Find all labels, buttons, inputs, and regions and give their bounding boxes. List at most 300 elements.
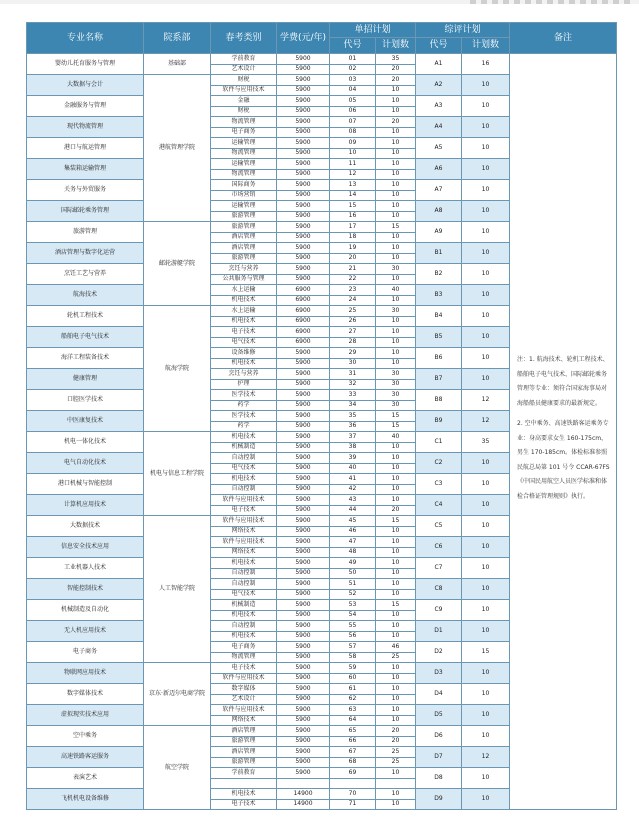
- fee-cell: 5900: [277, 253, 330, 264]
- danzhao-code-cell: 27: [330, 327, 376, 338]
- category-cell: 电子商务: [211, 127, 277, 138]
- enrollment-plan-table: [26, 22, 617, 810]
- zongping-code-cell: A9: [416, 222, 462, 243]
- danzhao-code-cell: 68: [330, 757, 376, 768]
- category-cell: 自动控制: [211, 568, 277, 579]
- zongping-count-cell: 10: [462, 726, 510, 747]
- danzhao-code-cell: 26: [330, 316, 376, 327]
- danzhao-code-cell: 31: [330, 369, 376, 380]
- fee-cell: 14900: [277, 799, 330, 810]
- category-cell: 医学技术: [211, 390, 277, 401]
- category-cell: 电子商务: [211, 642, 277, 653]
- zongping-count-cell: 12: [462, 411, 510, 432]
- danzhao-count-cell: 10: [376, 768, 416, 779]
- danzhao-count-cell: 10: [376, 232, 416, 243]
- zongping-code-cell: D6: [416, 726, 462, 747]
- fee-cell: 5900: [277, 127, 330, 138]
- fee-cell: 5900: [277, 652, 330, 663]
- zongping-code-cell: A1: [416, 54, 462, 75]
- major-name: 电气自动化技术: [27, 453, 144, 474]
- category-cell: 学前教育: [211, 768, 277, 779]
- category-cell: 水上运输: [211, 285, 277, 296]
- danzhao-code-cell: 45: [330, 516, 376, 527]
- category-cell: 旅游管理: [211, 736, 277, 747]
- danzhao-code-cell: 12: [330, 169, 376, 180]
- major-name: 大数据技术: [27, 516, 144, 537]
- danzhao-code-cell: 39: [330, 453, 376, 464]
- category-cell: 旅游管理: [211, 253, 277, 264]
- fee-cell: 5900: [277, 138, 330, 149]
- zongping-count-cell: 35: [462, 432, 510, 453]
- category-cell: 药学: [211, 421, 277, 432]
- category-cell: 酒店管理: [211, 747, 277, 758]
- fee-cell: 5900: [277, 463, 330, 474]
- fee-cell: 5900: [277, 400, 330, 411]
- fee-cell: 5900: [277, 159, 330, 170]
- remark-note-1: 注：1. 航海技术、轮机工程技术、船舶电子电气技术、国际邮轮乘务管理等专业：须符合国家海事局对海船船员健康要求的最新规定。: [517, 356, 609, 407]
- zongping-count-cell: 10: [462, 306, 510, 327]
- category-cell: 机电技术: [211, 789, 277, 800]
- danzhao-count-cell: 25: [376, 652, 416, 663]
- danzhao-code-cell: 41: [330, 474, 376, 485]
- danzhao-count-cell: 10: [376, 274, 416, 285]
- category-cell: 软件与应用技术: [211, 705, 277, 716]
- danzhao-count-cell: 10: [376, 694, 416, 705]
- danzhao-count-cell: 10: [376, 159, 416, 170]
- fee-cell: 5900: [277, 547, 330, 558]
- danzhao-count-cell: 10: [376, 442, 416, 453]
- major-name: 集装箱运输管理: [27, 159, 144, 180]
- danzhao-count-cell: 20: [376, 117, 416, 128]
- danzhao-count-cell: 10: [376, 579, 416, 590]
- danzhao-code-cell: 57: [330, 642, 376, 653]
- fee-cell: 14900: [277, 789, 330, 800]
- major-name: 数字媒体技术: [27, 684, 144, 705]
- major-name: 机电一体化技术: [27, 432, 144, 453]
- zongping-code-cell: D2: [416, 642, 462, 663]
- danzhao-count-cell: 20: [376, 505, 416, 516]
- danzhao-code-cell: 51: [330, 579, 376, 590]
- header-danzhao-code: 代号: [330, 38, 376, 54]
- category-cell: 运输管理: [211, 159, 277, 170]
- major-name: 船舶电子电气技术: [27, 327, 144, 348]
- fee-cell: 5900: [277, 684, 330, 695]
- danzhao-count-cell: 20: [376, 64, 416, 75]
- danzhao-code-cell: 19: [330, 243, 376, 254]
- fee-cell: 5900: [277, 169, 330, 180]
- major-name: 旅游管理: [27, 222, 144, 243]
- category-cell: 自动控制: [211, 453, 277, 464]
- danzhao-code-cell: 61: [330, 684, 376, 695]
- fee-cell: 5900: [277, 505, 330, 516]
- danzhao-count-cell: 10: [376, 169, 416, 180]
- college-name: 京东·新迈尔电商学院: [144, 663, 211, 726]
- danzhao-count-cell: 10: [376, 789, 416, 800]
- category-cell: 网络技术: [211, 547, 277, 558]
- danzhao-code-cell: 21: [330, 264, 376, 275]
- zongping-count-cell: 10: [462, 285, 510, 306]
- category-cell: 金融: [211, 96, 277, 107]
- header-category: 春考类别: [211, 23, 277, 54]
- zongping-count-cell: 10: [462, 180, 510, 201]
- danzhao-count-cell: 10: [376, 85, 416, 96]
- category-cell: 设备维修: [211, 348, 277, 359]
- category-cell: 软件与应用技术: [211, 85, 277, 96]
- danzhao-code-cell: 18: [330, 232, 376, 243]
- fee-cell: 5900: [277, 526, 330, 537]
- zongping-code-cell: B5: [416, 327, 462, 348]
- major-name: 物联网应用技术: [27, 663, 144, 684]
- danzhao-count-cell: [376, 778, 416, 789]
- danzhao-count-cell: 10: [376, 127, 416, 138]
- danzhao-code-cell: 63: [330, 705, 376, 716]
- danzhao-code-cell: 70: [330, 789, 376, 800]
- fee-cell: 5900: [277, 663, 330, 674]
- major-name: 国际邮轮乘务管理: [27, 201, 144, 222]
- zongping-count-cell: 10: [462, 201, 510, 222]
- fee-cell: 5900: [277, 442, 330, 453]
- category-cell: 烹饪与营养: [211, 369, 277, 380]
- fee-cell: 5900: [277, 390, 330, 401]
- zongping-count-cell: 10: [462, 75, 510, 96]
- fee-cell: 5900: [277, 558, 330, 569]
- college-name: 邮轮游艇学院: [144, 222, 211, 306]
- major-name: 计算机应用技术: [27, 495, 144, 516]
- category-cell: 运输管理: [211, 138, 277, 149]
- danzhao-code-cell: 13: [330, 180, 376, 191]
- fee-cell: 5900: [277, 211, 330, 222]
- fee-cell: 6900: [277, 327, 330, 338]
- header-major: 专业名称: [27, 23, 144, 54]
- category-cell: 软件与应用技术: [211, 537, 277, 548]
- college-name: 基础部: [144, 54, 211, 75]
- fee-cell: 6900: [277, 295, 330, 306]
- danzhao-count-cell: 10: [376, 201, 416, 212]
- danzhao-code-cell: 07: [330, 117, 376, 128]
- fee-cell: 5900: [277, 201, 330, 212]
- danzhao-count-cell: 10: [376, 558, 416, 569]
- danzhao-code-cell: 40: [330, 463, 376, 474]
- danzhao-count-cell: 10: [376, 211, 416, 222]
- fee-cell: 5900: [277, 75, 330, 86]
- remark-note-2: 2. 空中乘务、高速铁路客运乘务专业：身高要求女生 160-175cm，男生 170-185cm。体检标准参照民航总局第 101 号令 CCAR-67FS《中国民用航空人员医学标准和体检合格证管理规则》执行。: [517, 420, 610, 500]
- danzhao-count-cell: 30: [376, 369, 416, 380]
- zongping-count-cell: 12: [462, 390, 510, 411]
- major-name: 海洋工程装备技术: [27, 348, 144, 369]
- major-name: 港口与航运管理: [27, 138, 144, 159]
- fee-cell: 5900: [277, 348, 330, 359]
- fee-cell: 5900: [277, 495, 330, 506]
- college-name: 航空学院: [144, 726, 211, 810]
- danzhao-code-cell: 10: [330, 148, 376, 159]
- danzhao-count-cell: 10: [376, 190, 416, 201]
- danzhao-count-cell: 20: [376, 726, 416, 737]
- danzhao-count-cell: 10: [376, 663, 416, 674]
- category-cell: 机电技术: [211, 631, 277, 642]
- fee-cell: 6900: [277, 316, 330, 327]
- danzhao-code-cell: 46: [330, 526, 376, 537]
- zongping-count-cell: 10: [462, 600, 510, 621]
- zongping-count-cell: 10: [462, 495, 510, 516]
- danzhao-count-cell: 10: [376, 138, 416, 149]
- fee-cell: 5900: [277, 274, 330, 285]
- danzhao-code-cell: 15: [330, 201, 376, 212]
- danzhao-code-cell: 36: [330, 421, 376, 432]
- danzhao-count-cell: 10: [376, 799, 416, 810]
- category-cell: 机械制造: [211, 600, 277, 611]
- category-cell: 自动控制: [211, 621, 277, 632]
- danzhao-code-cell: 65: [330, 726, 376, 737]
- danzhao-count-cell: 10: [376, 358, 416, 369]
- fee-cell: 5900: [277, 736, 330, 747]
- danzhao-code-cell: 23: [330, 285, 376, 296]
- zongping-code-cell: D8: [416, 768, 462, 789]
- header-zongping-count: 计划数: [462, 38, 510, 54]
- danzhao-count-cell: 15: [376, 516, 416, 527]
- fee-cell: 5900: [277, 453, 330, 464]
- category-cell: 医学技术: [211, 411, 277, 422]
- category-cell: 物流管理: [211, 169, 277, 180]
- zongping-code-cell: A2: [416, 75, 462, 96]
- danzhao-code-cell: 02: [330, 64, 376, 75]
- fee-cell: 5900: [277, 432, 330, 443]
- zongping-count-cell: 10: [462, 117, 510, 138]
- fee-cell: 5900: [277, 64, 330, 75]
- major-name: 健康管理: [27, 369, 144, 390]
- category-cell: 运输管理: [211, 201, 277, 212]
- category-cell: 护理: [211, 379, 277, 390]
- danzhao-count-cell: 10: [376, 337, 416, 348]
- fee-cell: 5900: [277, 190, 330, 201]
- header-zongping-code: 代号: [416, 38, 462, 54]
- category-cell: 电子技术: [211, 799, 277, 810]
- fee-cell: 5900: [277, 358, 330, 369]
- fee-cell: 5900: [277, 631, 330, 642]
- fee-cell: 6900: [277, 337, 330, 348]
- danzhao-code-cell: 64: [330, 715, 376, 726]
- zongping-count-cell: 10: [462, 705, 510, 726]
- danzhao-code-cell: 34: [330, 400, 376, 411]
- college-name: 航海学院: [144, 306, 211, 432]
- major-name: 中医康复技术: [27, 411, 144, 432]
- danzhao-count-cell: 20: [376, 75, 416, 86]
- zongping-count-cell: 10: [462, 327, 510, 348]
- danzhao-count-cell: 10: [376, 621, 416, 632]
- danzhao-code-cell: 33: [330, 390, 376, 401]
- danzhao-code-cell: 56: [330, 631, 376, 642]
- danzhao-count-cell: 10: [376, 180, 416, 191]
- page-header-remnant: [470, 0, 630, 4]
- zongping-count-cell: 10: [462, 537, 510, 558]
- danzhao-count-cell: 10: [376, 537, 416, 548]
- danzhao-count-cell: 10: [376, 673, 416, 684]
- major-name: 无人机应用技术: [27, 621, 144, 642]
- zongping-code-cell: B9: [416, 411, 462, 432]
- danzhao-code-cell: 32: [330, 379, 376, 390]
- fee-cell: 5900: [277, 768, 330, 779]
- header-danzhao-count: 计划数: [376, 38, 416, 54]
- fee-cell: 5900: [277, 589, 330, 600]
- category-cell: 机电技术: [211, 474, 277, 485]
- zongping-code-cell: C5: [416, 516, 462, 537]
- danzhao-code-cell: 71: [330, 799, 376, 810]
- category-cell: 机电技术: [211, 558, 277, 569]
- danzhao-code-cell: 09: [330, 138, 376, 149]
- zongping-count-cell: 10: [462, 663, 510, 684]
- zongping-code-cell: B3: [416, 285, 462, 306]
- zongping-code-cell: A3: [416, 96, 462, 117]
- zongping-count-cell: 10: [462, 348, 510, 369]
- category-cell: 电气技术: [211, 589, 277, 600]
- major-name: 工业机器人技术: [27, 558, 144, 579]
- danzhao-count-cell: 46: [376, 642, 416, 653]
- danzhao-code-cell: 29: [330, 348, 376, 359]
- fee-cell: 5900: [277, 379, 330, 390]
- zongping-count-cell: 10: [462, 138, 510, 159]
- zongping-code-cell: A6: [416, 159, 462, 180]
- danzhao-count-cell: 10: [376, 684, 416, 695]
- danzhao-code-cell: 55: [330, 621, 376, 632]
- category-cell: 公共服务与管理: [211, 274, 277, 285]
- zongping-code-cell: A4: [416, 117, 462, 138]
- zongping-code-cell: C1: [416, 432, 462, 453]
- danzhao-count-cell: 20: [376, 736, 416, 747]
- category-cell: 网络技术: [211, 715, 277, 726]
- danzhao-count-cell: 15: [376, 421, 416, 432]
- fee-cell: [277, 778, 330, 789]
- major-name: 智能控制技术: [27, 579, 144, 600]
- danzhao-code-cell: 08: [330, 127, 376, 138]
- zongping-code-cell: D7: [416, 747, 462, 768]
- zongping-code-cell: C6: [416, 537, 462, 558]
- danzhao-code-cell: 69: [330, 768, 376, 779]
- category-cell: 艺术设计: [211, 64, 277, 75]
- category-cell: 酒店管理: [211, 243, 277, 254]
- zongping-count-cell: 10: [462, 453, 510, 474]
- danzhao-count-cell: 10: [376, 589, 416, 600]
- major-name: 港口机械与智能控制: [27, 474, 144, 495]
- danzhao-code-cell: 53: [330, 600, 376, 611]
- fee-cell: 5900: [277, 600, 330, 611]
- fee-cell: 5900: [277, 484, 330, 495]
- college-name: 人工智能学院: [144, 516, 211, 663]
- header-danzhao: 单招计划: [330, 23, 416, 38]
- danzhao-count-cell: 10: [376, 348, 416, 359]
- danzhao-count-cell: 10: [376, 705, 416, 716]
- danzhao-code-cell: 35: [330, 411, 376, 422]
- danzhao-count-cell: 15: [376, 222, 416, 233]
- danzhao-count-cell: 10: [376, 453, 416, 464]
- zongping-code-cell: A7: [416, 180, 462, 201]
- zongping-code-cell: C2: [416, 453, 462, 474]
- category-cell: 自动控制: [211, 579, 277, 590]
- fee-cell: 6900: [277, 285, 330, 296]
- major-name: 关务与外贸服务: [27, 180, 144, 201]
- zongping-count-cell: 10: [462, 264, 510, 285]
- danzhao-code-cell: 16: [330, 211, 376, 222]
- category-cell: 艺术设计: [211, 694, 277, 705]
- danzhao-code-cell: 14: [330, 190, 376, 201]
- major-name: 电子商务: [27, 642, 144, 663]
- fee-cell: 5900: [277, 579, 330, 590]
- category-cell: 烹饪与营养: [211, 264, 277, 275]
- danzhao-code-cell: 42: [330, 484, 376, 495]
- danzhao-count-cell: 10: [376, 495, 416, 506]
- category-cell: 机电技术: [211, 358, 277, 369]
- danzhao-count-cell: 10: [376, 243, 416, 254]
- category-cell: 电子技术: [211, 327, 277, 338]
- college-name: 港航管理学院: [144, 75, 211, 222]
- category-cell: 物流管理: [211, 148, 277, 159]
- zongping-code-cell: C9: [416, 600, 462, 621]
- fee-cell: 5900: [277, 474, 330, 485]
- fee-cell: 5900: [277, 747, 330, 758]
- fee-cell: 5900: [277, 148, 330, 159]
- danzhao-count-cell: 10: [376, 316, 416, 327]
- category-cell: 财税: [211, 75, 277, 86]
- danzhao-count-cell: 10: [376, 253, 416, 264]
- category-cell: 机电技术: [211, 295, 277, 306]
- major-name: 虚拟现实技术应用: [27, 705, 144, 726]
- category-cell: 软件与应用技术: [211, 516, 277, 527]
- danzhao-count-cell: 25: [376, 747, 416, 758]
- major-name: 现代物流管理: [27, 117, 144, 138]
- category-cell: 水上运输: [211, 306, 277, 317]
- header-remark: 备注: [510, 23, 617, 54]
- category-cell: 学前教育: [211, 54, 277, 65]
- category-cell: [211, 778, 277, 789]
- zongping-count-cell: 16: [462, 54, 510, 75]
- zongping-code-cell: A8: [416, 201, 462, 222]
- danzhao-code-cell: 48: [330, 547, 376, 558]
- fee-cell: 5900: [277, 96, 330, 107]
- zongping-count-cell: 10: [462, 96, 510, 117]
- category-cell: 电子技术: [211, 663, 277, 674]
- category-cell: 网络技术: [211, 526, 277, 537]
- fee-cell: 5900: [277, 726, 330, 737]
- major-name: 婴幼儿托育服务与管理: [27, 54, 144, 75]
- major-name: 空中乘务: [27, 726, 144, 747]
- zongping-code-cell: C8: [416, 579, 462, 600]
- danzhao-count-cell: 10: [376, 631, 416, 642]
- zongping-count-cell: 10: [462, 243, 510, 264]
- danzhao-count-cell: 35: [376, 54, 416, 65]
- danzhao-code-cell: 66: [330, 736, 376, 747]
- danzhao-code-cell: 01: [330, 54, 376, 65]
- zongping-code-cell: B1: [416, 243, 462, 264]
- zongping-count-cell: 10: [462, 621, 510, 642]
- remark-note: [510, 54, 617, 810]
- category-cell: 数字媒体: [211, 684, 277, 695]
- danzhao-code-cell: 04: [330, 85, 376, 96]
- table-row: [27, 54, 617, 65]
- danzhao-count-cell: 10: [376, 547, 416, 558]
- category-cell: 物流管理: [211, 117, 277, 128]
- major-name: 轮机工程技术: [27, 306, 144, 327]
- zongping-count-cell: 10: [462, 684, 510, 705]
- danzhao-code-cell: 03: [330, 75, 376, 86]
- danzhao-code-cell: 67: [330, 747, 376, 758]
- zongping-count-cell: 10: [462, 159, 510, 180]
- fee-cell: 5900: [277, 537, 330, 548]
- category-cell: 电气技术: [211, 463, 277, 474]
- danzhao-code-cell: 54: [330, 610, 376, 621]
- category-cell: 机电技术: [211, 316, 277, 327]
- danzhao-code-cell: 52: [330, 589, 376, 600]
- danzhao-count-cell: 10: [376, 610, 416, 621]
- danzhao-count-cell: 10: [376, 474, 416, 485]
- danzhao-code-cell: 49: [330, 558, 376, 569]
